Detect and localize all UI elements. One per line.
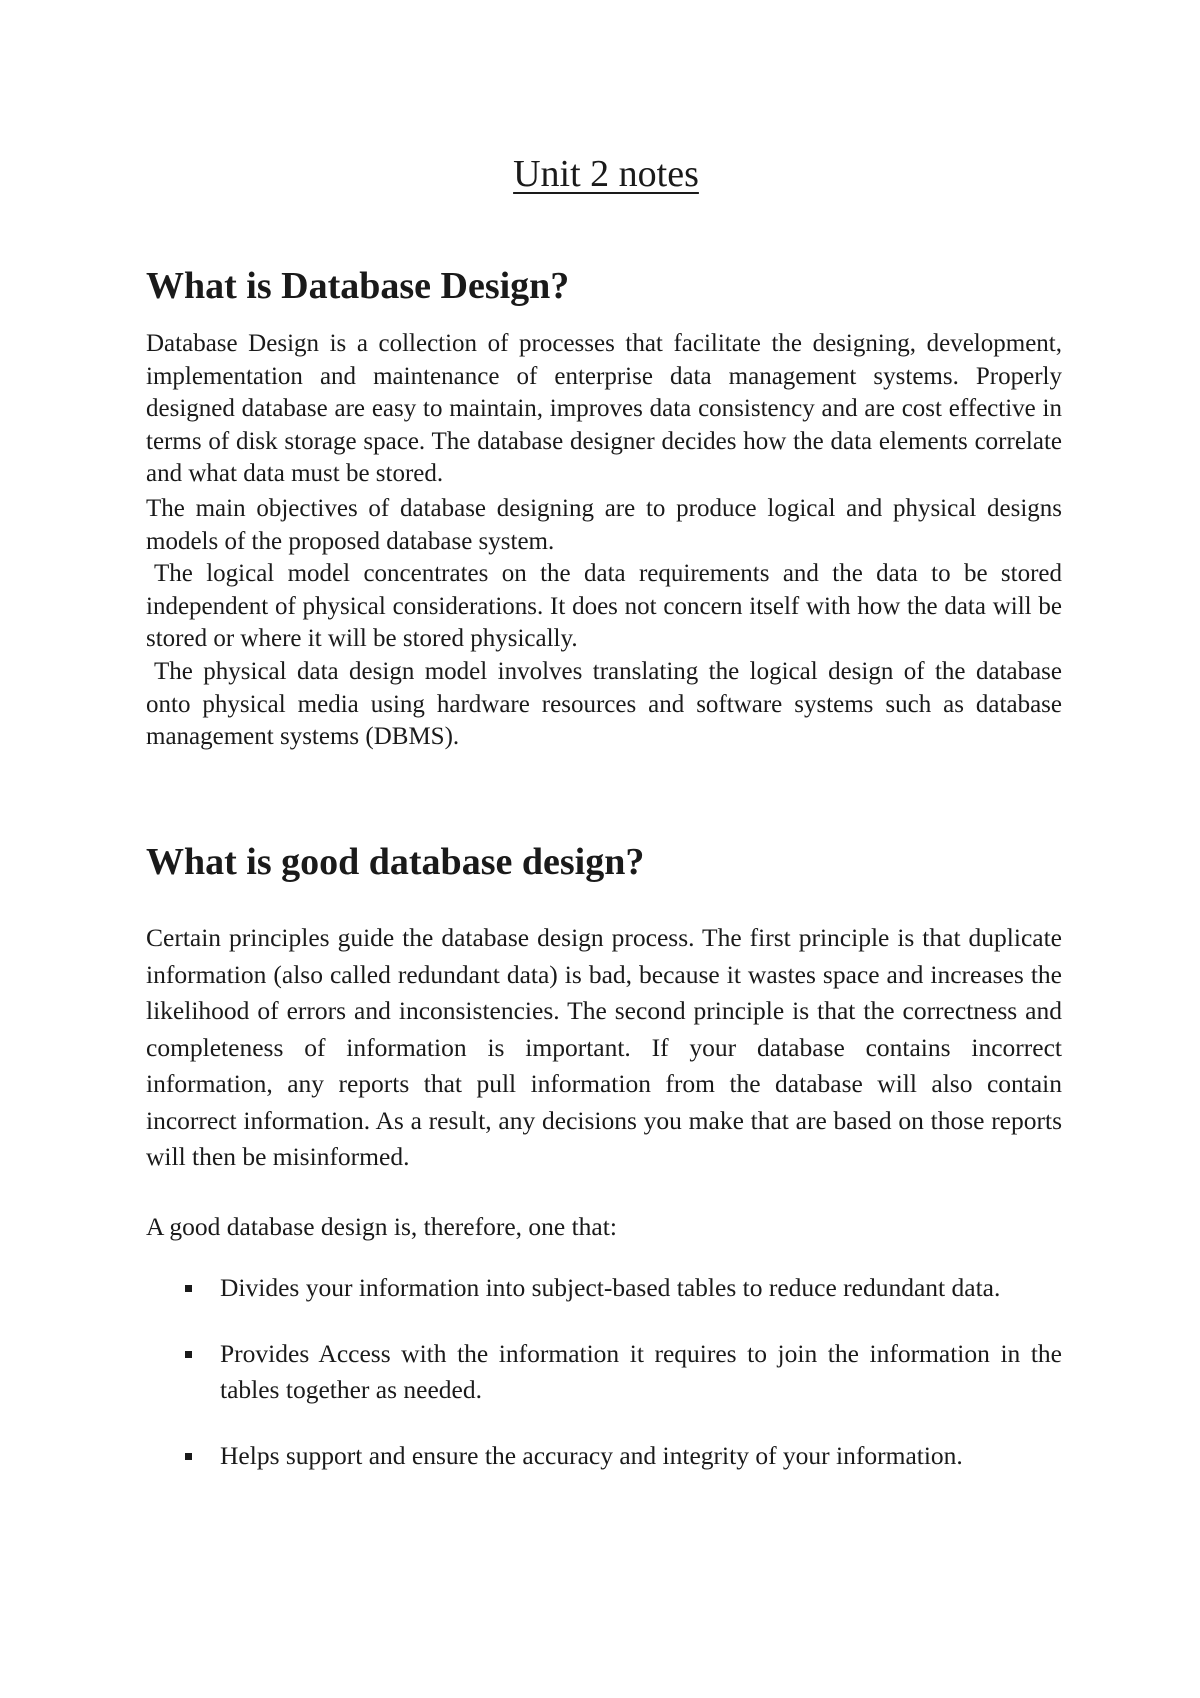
paragraph-list-intro: A good database design is, therefore, one that: — [146, 1212, 617, 1241]
paragraph-physical-model: The physical data design model involves translating the logical design of the database onto physical media using hardware resources and software systems such as database management systems (DBMS). — [146, 658, 1062, 750]
paragraph-objectives: The main objectives of database designing are to produce logical and physical designs models of the proposed database system. — [146, 495, 1062, 555]
paragraph-definition: Database Design is a collection of processes that facilitate the designing, development, implementation and maintenance of enterprise data management systems. Properly designed database are easy to maintain, improves data consistency and are cost effective in terms of disk storage space. The database designer decides how the data elements correlate and what data must be stored. — [146, 330, 1062, 487]
paragraph-logical-model: The logical model concentrates on the data requirements and the data to be stored independent of physical considerations. It does not concern itself with how the data will be stored or where it will be stored physically. — [146, 560, 1062, 652]
list-item — [146, 1336, 1062, 1409]
list-item — [146, 1438, 1062, 1475]
paragraph-principles: Certain principles guide the database design process. The first principle is that duplicate information (also called redundant data) is bad, because it wastes space and increases the likelihood of errors and inconsistencies. The second principle is that the correctness and completeness of information is important. If your database contains incorrect information, any reports that pull information from the database will also contain incorrect information. As a result, any decisions you make that are based on those reports will then be misinformed. — [146, 923, 1062, 1171]
document-title: Unit 2 notes — [513, 153, 699, 195]
section-heading-good-design: What is good database design? — [146, 841, 645, 883]
square-bullet-icon — [185, 1351, 192, 1358]
section-heading-database-design: What is Database Design? — [146, 265, 570, 307]
square-bullet-icon — [185, 1453, 192, 1460]
list-item — [146, 1270, 1062, 1307]
list-item-text: Helps support and ensure the accuracy and integrity of your information. — [220, 1440, 963, 1470]
good-design-list — [146, 1270, 1062, 1474]
list-item-text: Divides your information into subject-based tables to reduce redundant data. — [220, 1273, 1001, 1302]
square-bullet-icon — [185, 1285, 192, 1292]
list-item-text: Provides Access with the information it requires to join the information in the tables together as needed. — [220, 1338, 1062, 1404]
